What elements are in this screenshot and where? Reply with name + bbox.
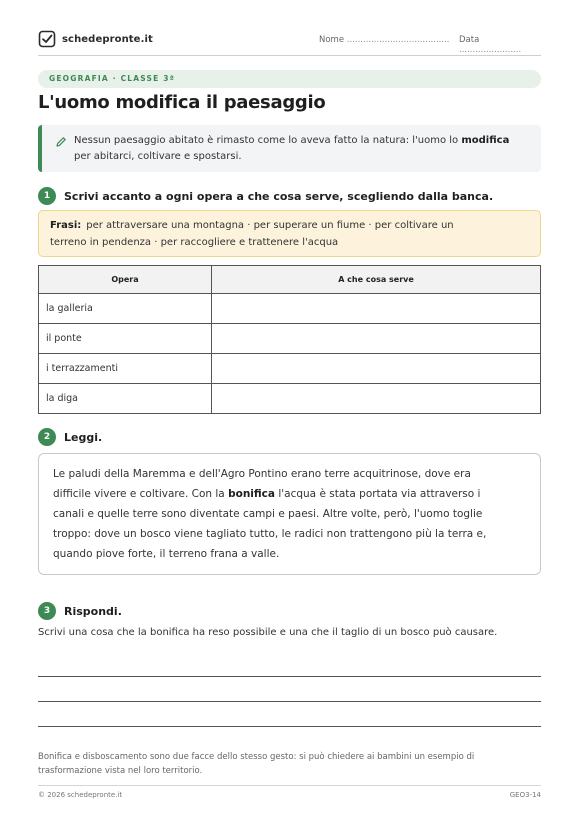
reading-bold-word: bonifica xyxy=(228,488,275,500)
reading-line-4: troppo: dove un bosco viene tagliato tutto, le radici non trattengono più la terra e, xyxy=(53,528,487,540)
answer-cell[interactable] xyxy=(212,354,541,384)
section-2-header xyxy=(38,428,102,446)
answer-cell[interactable] xyxy=(212,324,541,354)
section-3-number: 3 xyxy=(38,602,56,620)
section-2-number: 2 xyxy=(38,428,56,446)
reading-text: l'acqua è stata portata via attraverso i xyxy=(275,488,481,500)
section-3-title: Rispondi. xyxy=(64,604,122,618)
work-cell: i terrazzamenti xyxy=(39,354,212,384)
intro-line-2: per abitarci, coltivare e spostarsi. xyxy=(74,151,242,162)
name-field xyxy=(319,35,449,45)
date-label: Data xyxy=(459,35,480,45)
date-blank: ....................... xyxy=(459,45,522,55)
column-header-use: A che cosa serve xyxy=(212,266,541,294)
work-cell: il ponte xyxy=(39,324,212,354)
column-header-opera: Opera xyxy=(39,266,212,294)
note-line-2: trasformazione vista nel loro territorio. xyxy=(38,766,203,776)
bank-label: Frasi: xyxy=(50,220,82,231)
intro-box xyxy=(38,125,541,172)
reading-box xyxy=(38,453,541,575)
section-2-title: Leggi. xyxy=(64,430,103,444)
section-1-number: 1 xyxy=(38,187,56,205)
page-header xyxy=(38,30,541,56)
note-line-1: Bonifica e disboscamento sono due facce dello stesso gesto: si può chiedere ai bambini un esempio di xyxy=(38,752,475,762)
table-row xyxy=(39,354,541,384)
work-cell: la galleria xyxy=(39,294,212,324)
reading-line-2 xyxy=(53,484,526,504)
intro-bold-word: modifica xyxy=(461,135,510,146)
page-footer xyxy=(38,785,541,799)
work-cell: la diga xyxy=(39,384,212,414)
pencil-icon xyxy=(55,136,67,148)
date-field xyxy=(459,35,541,55)
bank-line-2: terreno in pendenza · per raccogliere e trattenere l'acqua xyxy=(50,237,339,248)
section-1-title: Scrivi accanto a ogni opera a che cosa serve, scegliendo dalla banca. xyxy=(64,189,494,203)
question-text: Scrivi una cosa che la bonifica ha reso possibile e una che il taglio di un bosco può causare. xyxy=(38,627,498,638)
teacher-note xyxy=(38,750,541,778)
answer-cell[interactable] xyxy=(212,384,541,414)
section-1-header xyxy=(38,187,493,205)
site-logo xyxy=(38,30,153,48)
subject-tag: GEOGRAFIA · CLASSE 3ª xyxy=(38,70,541,88)
section-3-header xyxy=(38,602,122,620)
reading-line-1: Le paludi della Maremma e dell'Agro Pontino erano terre acquitrinose, dove era xyxy=(53,468,471,480)
answer-line[interactable] xyxy=(38,726,541,727)
intro-text: Nessun paesaggio abitato è rimasto come lo aveva fatto la natura: l'uomo lo xyxy=(74,135,462,146)
table-row xyxy=(39,324,541,354)
copyright: © 2026 schedepronte.it xyxy=(38,791,123,799)
phrase-bank xyxy=(38,210,541,257)
answer-line[interactable] xyxy=(38,676,541,677)
site-name: schedepronte.it xyxy=(62,33,153,45)
page-title: L'uomo modifica il paesaggio xyxy=(38,92,326,113)
table-header-row xyxy=(39,266,541,294)
bank-phrases-1: per attraversare una montagna · per superare un fiume · per coltivare un xyxy=(86,220,454,231)
answer-line[interactable] xyxy=(38,701,541,702)
answer-cell[interactable] xyxy=(212,294,541,324)
intro-line-1 xyxy=(74,133,529,149)
name-blank: ...................................... xyxy=(346,35,450,45)
bank-line-1 xyxy=(50,217,529,234)
table-row xyxy=(39,294,541,324)
reading-line-3: canali e quelle terre sono diventate campi e paesi. Altre volte, però, l'uomo toglie xyxy=(53,508,483,520)
checkbox-check-icon xyxy=(38,30,56,48)
reading-text: difficile vivere e coltivare. Con la xyxy=(53,488,229,500)
table-row xyxy=(39,384,541,414)
reading-line-5: quando piove forte, il terreno frana a valle. xyxy=(53,548,280,560)
sheet-code: GEO3-14 xyxy=(509,791,541,799)
works-table xyxy=(38,265,541,414)
name-label: Nome xyxy=(319,35,345,45)
